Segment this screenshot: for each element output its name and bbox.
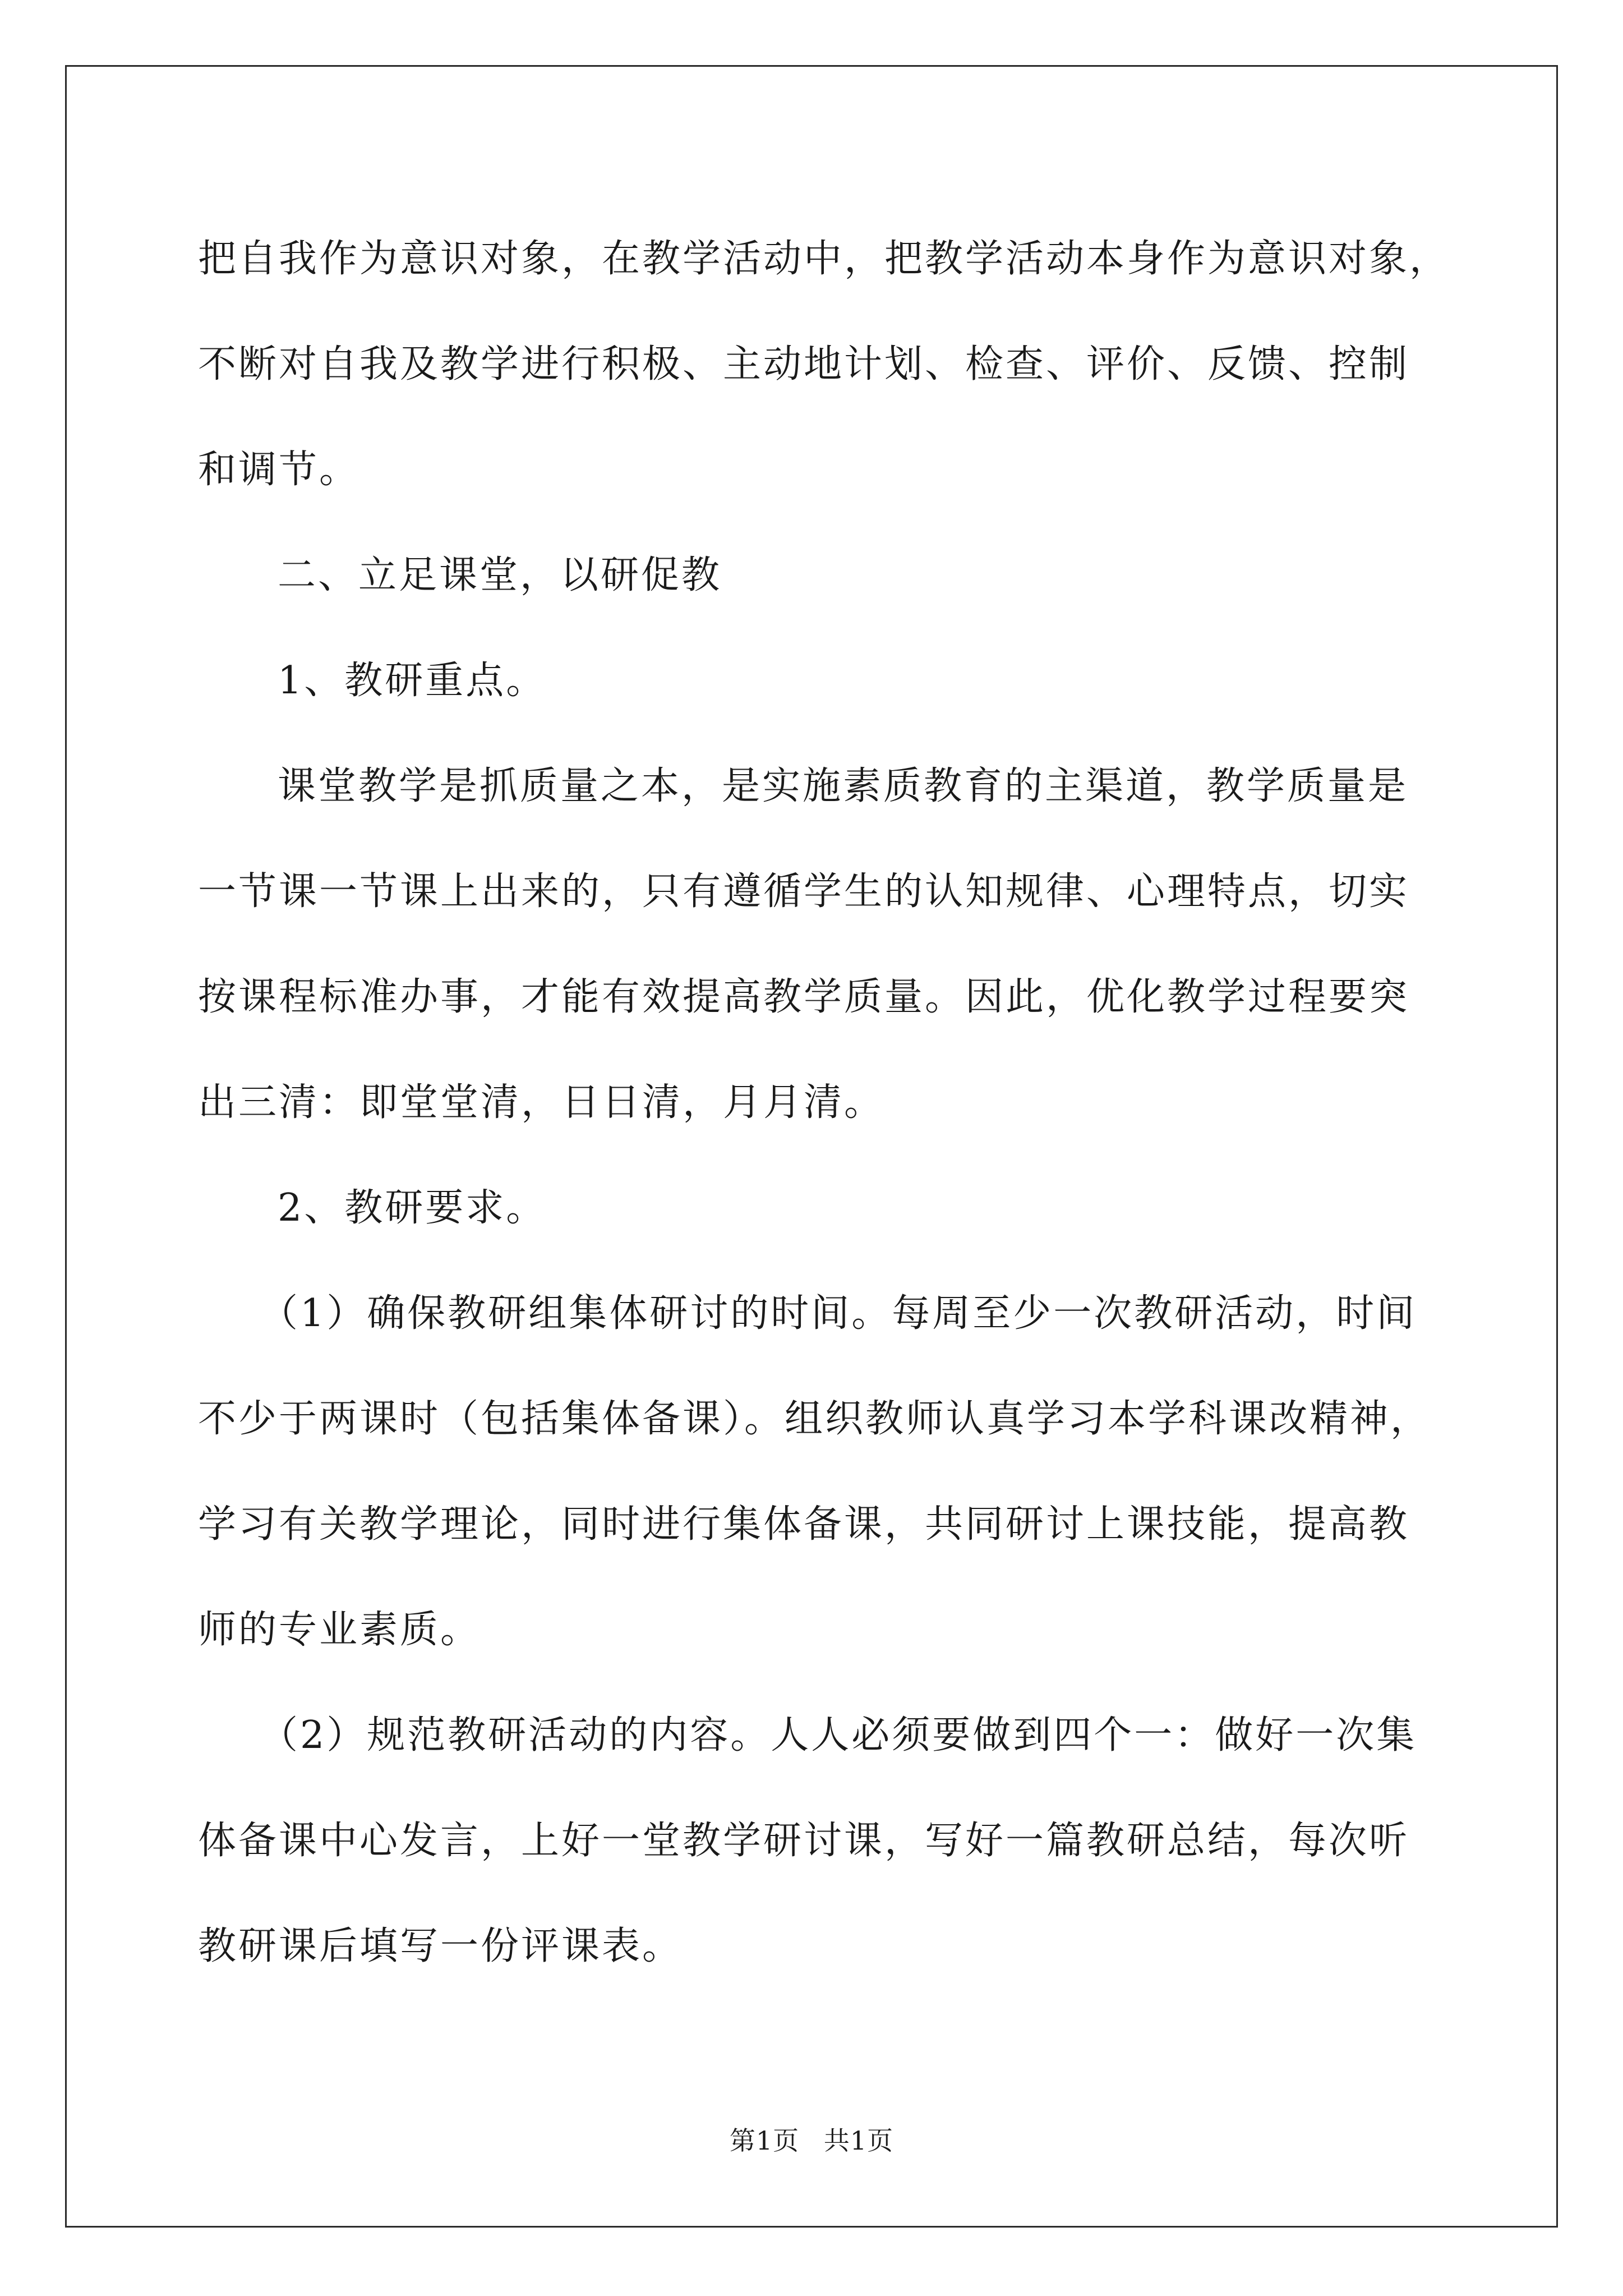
paragraph-4-line-3: 按课程标准办事，才能有效提高教学质量。因此，优化教学过程要突 bbox=[198, 975, 1410, 1019]
paragraph-6-line-3: 学习有关教学理论，同时进行集体备课，共同研讨上课技能，提高教 bbox=[198, 1502, 1410, 1547]
section-heading-2: 二、立足课堂，以研促教 bbox=[278, 553, 722, 597]
paragraph-1-line-3: 和调节。 bbox=[198, 448, 360, 492]
paragraph-6-line-4: 师的专业素质。 bbox=[198, 1608, 481, 1652]
paragraph-7-line-2: 体备课中心发言，上好一堂教学研讨课，写好一篇教研总结，每次听 bbox=[198, 1819, 1410, 1863]
subheading-1: 1、教研重点。 bbox=[278, 659, 547, 703]
paragraph-4-line-4: 出三清：即堂堂清，日日清，月月清。 bbox=[198, 1080, 885, 1125]
paragraph-4-line-1: 课堂教学是抓质量之本，是实施素质教育的主渠道，教学质量是 bbox=[278, 764, 1409, 808]
paragraph-7-line-1: （2）规范教研活动的内容。人人必须要做到四个一：做好一次集 bbox=[260, 1713, 1417, 1757]
document-body bbox=[198, 206, 1450, 1999]
paragraph-4-line-2: 一节课一节课上出来的，只有遵循学生的认知规律、心理特点，切实 bbox=[198, 869, 1410, 914]
paragraph-1-line-2: 不断对自我及教学进行积极、主动地计划、检查、评价、反馈、控制 bbox=[198, 342, 1410, 386]
subheading-2: 2、教研要求。 bbox=[278, 1186, 547, 1230]
paragraph-6-line-2: 不少于两课时（包括集体备课）。组织教师认真学习本学科课改精神， bbox=[198, 1397, 1431, 1441]
page-number-total: 共1页 bbox=[823, 2125, 894, 2156]
paragraph-6-line-1: （1）确保教研组集体研讨的时间。每周至少一次教研活动，时间 bbox=[260, 1291, 1417, 1336]
page-number-current: 第1页 bbox=[729, 2125, 800, 2156]
paragraph-7-line-3: 教研课后填写一份评课表。 bbox=[198, 1924, 683, 1968]
paragraph-1-line-1: 把自我作为意识对象，在教学活动中，把教学活动本身作为意识对象， bbox=[198, 237, 1450, 281]
page-footer bbox=[0, 2120, 1623, 2157]
